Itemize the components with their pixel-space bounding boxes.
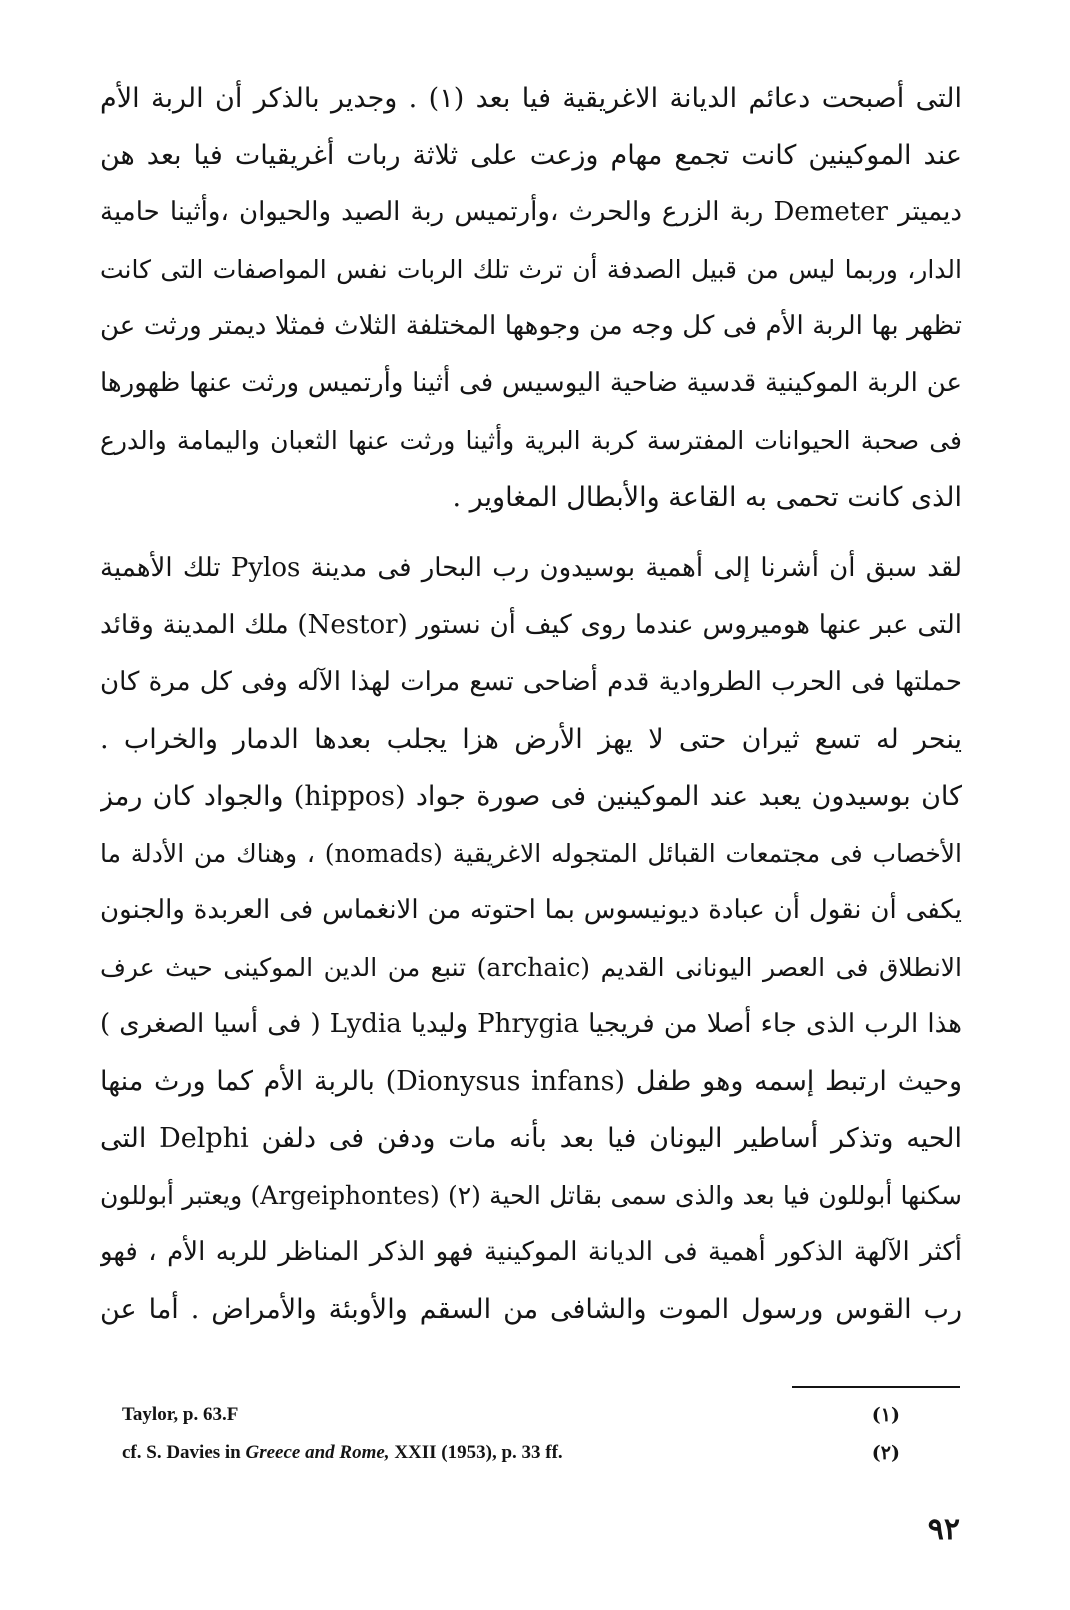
footnote-2: [122, 1436, 900, 1470]
footnote-number: (٢): [871, 1442, 900, 1464]
text-line: عند الموكينين كانت تجمع مهام وزعت على ثلاثة ربات أغريقيات فيا بعد هن: [100, 140, 962, 171]
text-line: يكفى أن نقول أن عبادة ديونيسوس بما احتوته من الانغماس فى العربدة والجنون: [100, 895, 962, 925]
text-line: فى صحبة الحيوانات المفترسة كربة البرية وأثينا ورثت عنها الثعبان واليمامة والدرع: [100, 426, 962, 455]
text-line: وحيث ارتبط إسمه وهو طفل (Dionysus infans) بالربة الأم كما ورث منها: [100, 1066, 962, 1097]
footnote-prefix: cf. S. Davies in: [122, 1442, 246, 1463]
paragraph-1: [100, 70, 962, 526]
footnote-divider: [792, 1386, 960, 1388]
text-line: الحيه وتذكر أساطير اليونان فيا بعد بأنه مات ودفن فى دلفن Delphi التى: [100, 1123, 962, 1154]
text-line: هذا الرب الذى جاء أصلا من فريجيا Phrygia وليديا Lydia ( فى أسيا الصغرى ): [100, 1009, 962, 1039]
paragraph-2: [100, 540, 962, 1338]
text-line: الذى كانت تحمى به القاعة والأبطال المغاوير .: [452, 482, 962, 513]
footnote-journal-title: Greece and Rome,: [245, 1442, 390, 1463]
footnote-text: [122, 1436, 563, 1470]
text-line: الأخصاب فى مجتمعات القبائل المتجوله الاغريقية (nomads) ، وهناك من الأدلة ما: [100, 839, 962, 868]
text-line: رب القوس ورسول الموت والشافى من السقم والأوبئة والأمراض . أما عن: [100, 1294, 962, 1325]
text-line: الدار، وربما ليس من قبيل الصدفة أن ترث تلك الربات نفس المواصفات التى كانت: [100, 255, 962, 284]
footnote-1: [122, 1398, 900, 1432]
text-line: الانطلاق فى العصر اليونانى القديم (archaic) تنبع من الدين الموكينى حيث عرف: [100, 953, 962, 982]
text-line: ديميتر Demeter ربة الزرع والحرث ،وأرتميس ربة الصيد والحيوان ،وأثينا حامية: [100, 197, 962, 227]
text-line: التى أصبحت دعائم الديانة الاغريقية فيا بعد (١) . وجدير بالذكر أن الربة الأم: [100, 83, 962, 114]
footnote-suffix: XXII (1953), p. 33 ff.: [389, 1442, 563, 1463]
text-line: ينحر له تسع ثيران حتى لا يهز الأرض هزا يجلب بعدها الدمار والخراب .: [100, 724, 962, 755]
text-line: كان بوسيدون يعبد عند الموكينين فى صورة جواد (hippos) والجواد كان رمز: [100, 781, 962, 812]
page-number: ٩٢: [927, 1512, 960, 1547]
footnote-text: Taylor, p. 63.F: [122, 1404, 239, 1425]
text-line: أكثر الآلهة الذكور أهمية فى الديانة الموكينية فهو الذكر المناظر للربه الأم ، فهو: [100, 1237, 962, 1267]
footnote-number: (١): [871, 1404, 900, 1426]
text-line: عن الربة الموكينية قدسية ضاحية اليوسيس فى أثينا وأرتميس ورثت عنها ظهورها: [100, 368, 962, 398]
text-line: التى عبر عنها هوميروس عندما روى كيف أن نستور (Nestor) ملك المدينة وقائد: [100, 610, 962, 640]
text-line: حملتها فى الحرب الطروادية قدم أضاحى تسع مرات لهذا الآله وفى كل مرة كان: [100, 667, 962, 697]
text-line: سكنها أبوللون فيا بعد والذى سمى بقاتل الحية (٢) (Argeiphontes) ويعتبر أبوللون: [100, 1181, 962, 1210]
text-line: لقد سبق أن أشرنا إلى أهمية بوسيدون رب البحار فى مدينة Pylos تلك الأهمية: [100, 553, 962, 583]
text-line: تظهر بها الربة الأم فى كل وجه من وجوهها المختلفة الثلاث فمثلا ديمتر ورثت عن: [100, 311, 962, 341]
